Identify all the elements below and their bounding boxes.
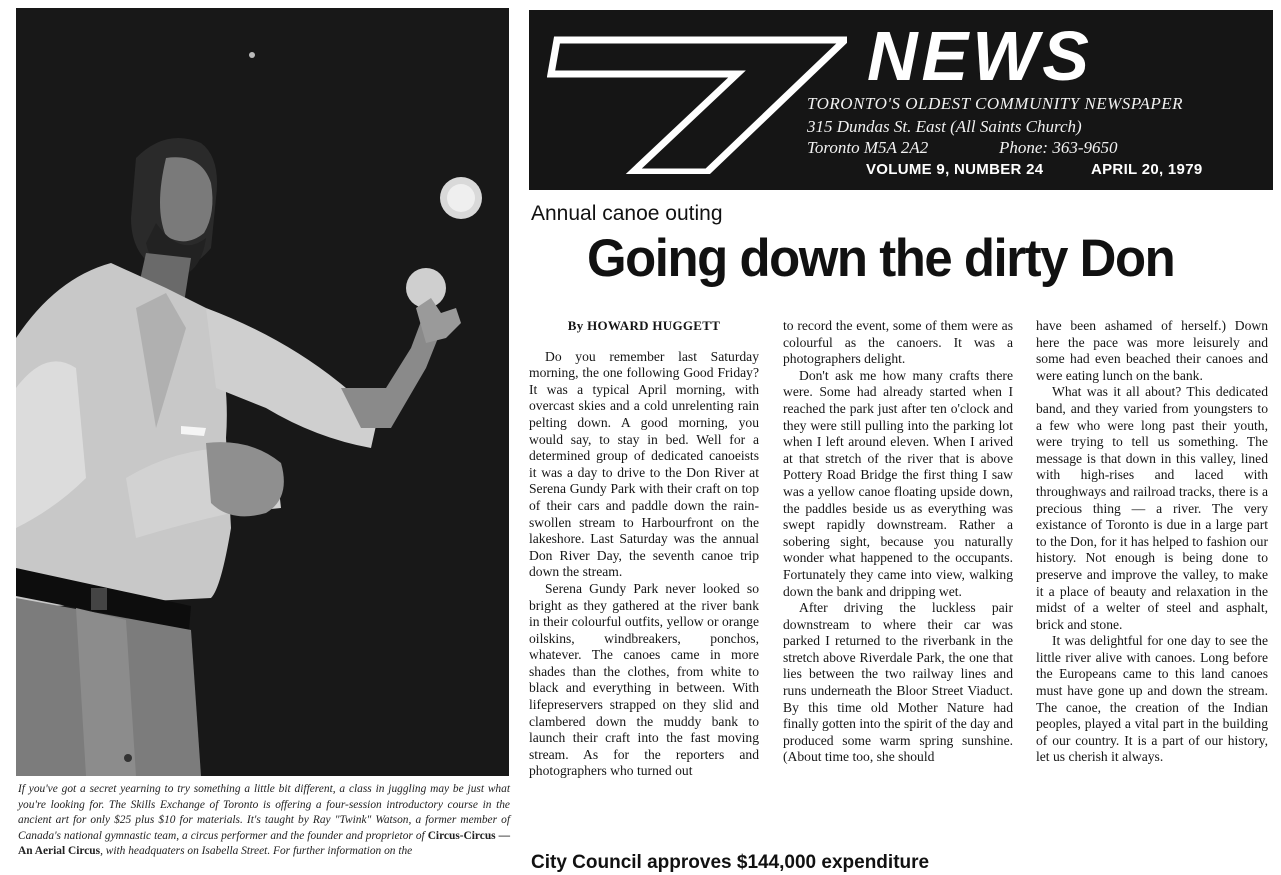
paragraph: have been ashamed of herself.) Down here the pace was more leisurely and some had even beached their canoes and were eating lunch on the bank. — [1036, 318, 1268, 383]
article-column-3 — [1036, 318, 1268, 766]
paragraph: Do you remember last Saturday morning, the one following Good Friday? It was a typical April morning, with overcast skies and a cold unrelenting rain pelting down. A good morning, you would say, to stay in bed. Well for a determined group of dedicated canoeists it was a day to drive to the Don River at Serena Gundy Park with their craft on top of their cars and paddle down the rain-swollen stream to Harbourfront on the lakeshore. Last Saturday was the annual Don River Day, the seventh canoe trip down the stream. — [529, 348, 759, 580]
caption-bold-name: Circus-Circus — An Aerial Circus — [18, 829, 510, 858]
logo-number: 7 — [697, 124, 698, 125]
juggler-photo-icon — [16, 8, 509, 776]
seven-logo-icon — [547, 24, 847, 174]
article-column-2 — [783, 318, 1013, 766]
paragraph: Serena Gundy Park never looked so bright as they gathered at the river bank in their colourful outfits, yellow or orange oilskins, windbreakers, ponchos, whatever. The canoes came in more shades than the clothes, from white to black and everything in between. With lifepreservers strapped on they slid and clambered down the muddy bank to launch their craft into the fast moving stream. As for the reporters and photographers who turned out — [529, 580, 759, 779]
address-line-1: 315 Dundas St. East (All Saints Church) — [807, 117, 1082, 136]
article-column-1 — [529, 318, 759, 780]
article-kicker: Annual canoe outing — [531, 202, 723, 225]
issue-date: APRIL 20, 1979 — [1091, 161, 1203, 178]
caption-text: If you've got a secret yearning to try something a little bit different, a class in juggling may be just what you're looking for. The Skills Exchange of Toronto is offering a four-session introductory course in the ancient art for only $25 plus $10 for materials. It's taught by Ray "Twink" Watson, a former member of Canada's national gymnastic team, a circus performer and the founder and proprietor of — [18, 783, 510, 842]
tagline: TORONTO'S OLDEST COMMUNITY NEWSPAPER — [807, 94, 1184, 113]
article-headline: Going down the dirty Don — [587, 229, 1175, 288]
caption-text-end: , with headquaters on Isabella Street. For further information on the — [100, 845, 413, 858]
paragraph: After driving the luckless pair downstream to where their car was parked I returned to the riverbank in the stretch above Riverdale Park, the one that lies between the two railway lines and runs underneath the Bloor Street Viaduct. By this time old Mother Nature had finally gotten into the spirit of the day and produced some warm spring sunshine. (About time too, she should — [783, 600, 1013, 765]
photo-caption — [18, 782, 510, 860]
next-article-headline: City Council approves $144,000 expenditure — [531, 852, 930, 873]
address-line-2: Toronto M5A 2A2 — [807, 138, 929, 157]
masthead — [529, 10, 1273, 190]
paragraph: to record the event, some of them were as colourful as the canoers. It was a photographers delight. — [783, 318, 1013, 367]
phone-number: Phone: 363-9650 — [999, 138, 1118, 157]
juggler-photo — [16, 8, 509, 776]
byline: By HOWARD HUGGETT — [567, 318, 721, 333]
newspaper-title: NEWS — [867, 17, 1093, 95]
paragraph: What was it all about? This dedicated band, and they varied from youngsters to a few who were long past their youth, were trying to tell us something. The message is that down in this valley, lined with high-rises and laced with throughways and railroad tracks, there is a precious thing — a river. The very existance of Toronto is due in a large part to the Don, for it has helped to fashion our history. Not enough is being done to preserve and improve the valley, to make it a place of beauty and relaxation in the midst of a welter of steel and asphalt, brick and stone. — [1036, 384, 1268, 632]
paragraph: Don't ask me how many crafts there were. Some had already started when I reached the park just after ten o'clock and they were still pulling into the parking lot when I left around eleven. When I arived at that stretch of the river that is above Pottery Road Bridge the first thing I saw was a yellow canoe floating upside down, the paddles beside us as everything was swept rapidly downstream. Rather a sobering sight, because you naturally wonder what happened to the occupants. Fortunately they came into view, walking down the bank and dripping wet. — [783, 367, 1013, 599]
paragraph: It was delightful for one day to see the little river alive with canoes. Long before the Europeans came to this land canoes must have gone up and down the stream. The canoe, the creation of the Indian peoples, played a vital part in the building of our country. It is a part of our history, let us cherish it always. — [1036, 633, 1268, 765]
volume-number: VOLUME 9, NUMBER 24 — [866, 161, 1044, 178]
